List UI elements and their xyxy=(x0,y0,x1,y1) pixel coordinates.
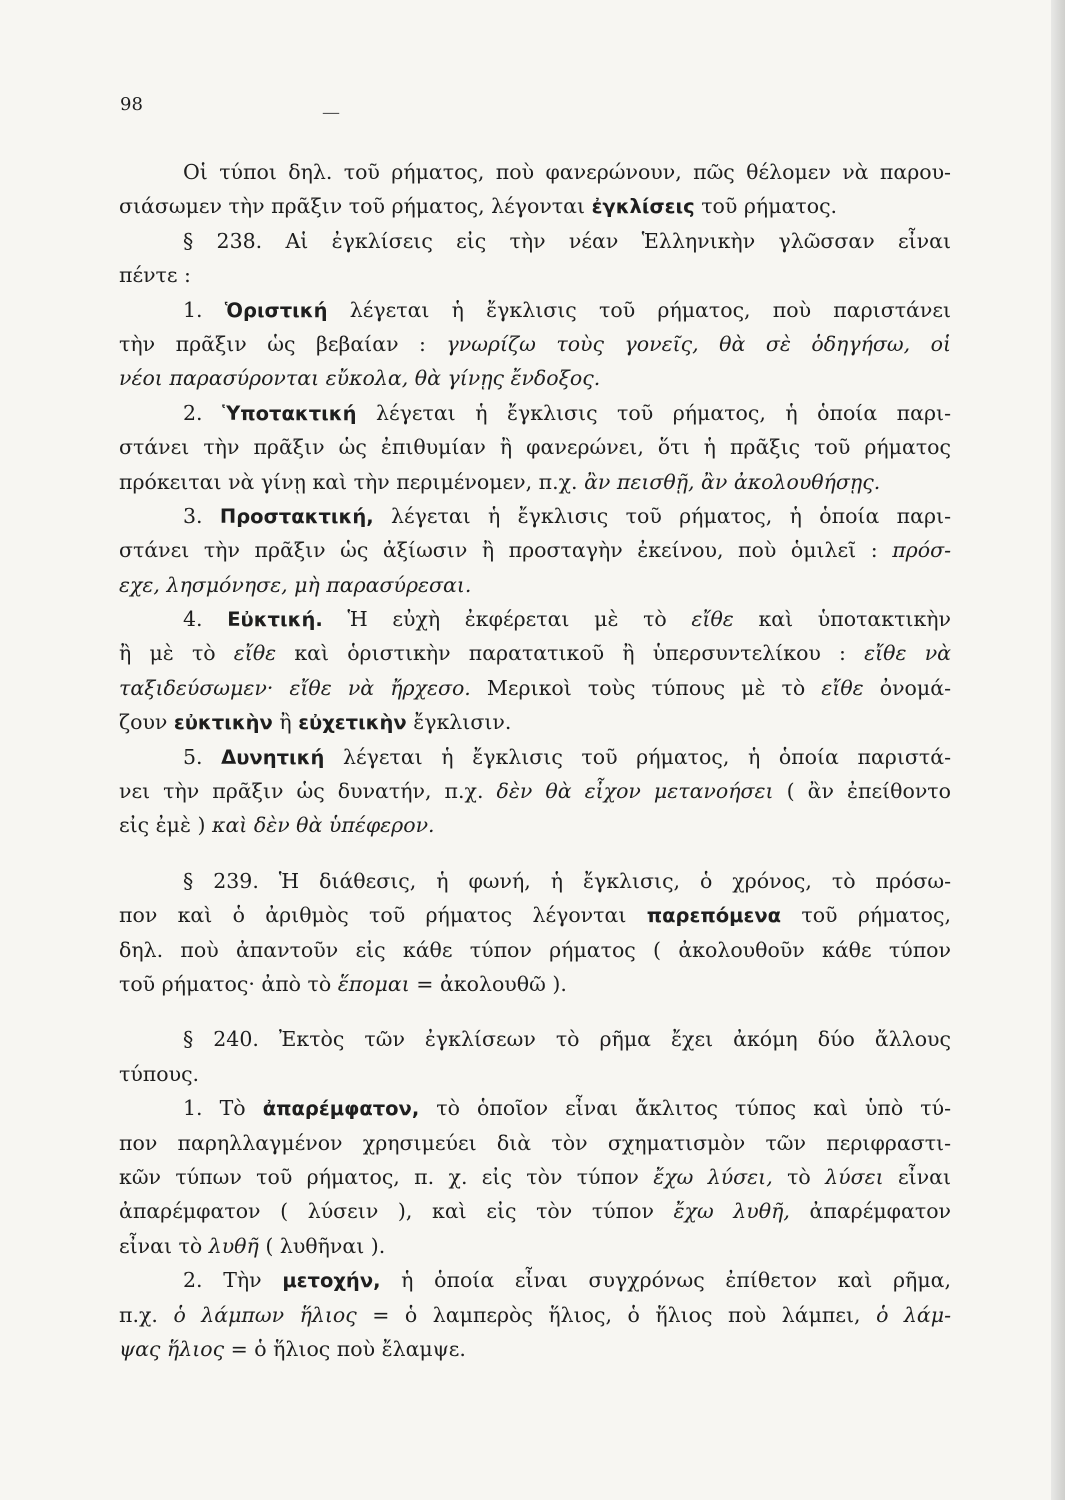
item-5-line-1: 5. Δυνητική λέγεται ἡ ἔγκλισις τοῦ ρήματος, ἡ ὁποία παριστά- xyxy=(183,744,951,769)
section-239-line-1: § 239. Ἡ διάθεσις, ἡ φωνή, ἡ ἔγκλισις, ὁ χρόνος, τὸ πρόσω- xyxy=(183,868,951,893)
sub-1-line-1: 1. Τὸ ἀπαρέμφατον, τὸ ὁποῖον εἶναι ἄκλιτος τύπος καὶ ὑπὸ τύ- xyxy=(183,1096,951,1121)
item-2-line-2: στάνει τὴν πρᾶξιν ὡς ἐπιθυμίαν ἢ φανερώνει, ὅτι ἡ πρᾶξις τοῦ ρήματος xyxy=(119,435,951,460)
section-238-line-2: πέντε : xyxy=(119,263,191,288)
page-number: 98 xyxy=(120,94,143,115)
item-1-line-1: 1. Ὁριστική λέγεται ἡ ἔγκλισις τοῦ ρήματος, ποὺ παριστάνει xyxy=(183,297,951,322)
item-1-line-3: νέοι παρασύρονται εὔκολα, θὰ γίνῃς ἔνδοξος. xyxy=(119,366,601,391)
section-240-line-1: § 240. Ἐκτὸς τῶν ἐγκλίσεων τὸ ρῆμα ἔχει ἀκόμη δύο ἄλλους xyxy=(183,1027,951,1052)
term-prostaktiki: Προστακτική, xyxy=(219,504,374,528)
header-dash: — xyxy=(322,102,340,123)
term-efchetikin: εὐχετικὴν xyxy=(298,711,407,735)
term-dynitiki: Δυνητική xyxy=(221,745,325,769)
term-efktiki: Εὐκτική. xyxy=(227,608,323,632)
intro-line-1: Οἱ τύποι δηλ. τοῦ ρήματος, ποὺ φανερώνουν, πῶς θέλομεν νὰ παρου- xyxy=(183,160,951,184)
term-metochin: μετοχήν, xyxy=(282,1269,381,1293)
item-4-line-1: 4. Εὐκτική. Ἡ εὐχὴ ἐκφέρεται μὲ τὸ εἴθε καὶ ὑποτακτικὴν xyxy=(183,607,951,632)
term-egkliseis: ἐγκλίσεις xyxy=(591,195,695,219)
item-4-line-4: ζουν εὐκτικὴν ἢ εὐχετικὴν ἔγκλισιν. xyxy=(119,710,512,735)
sub-2-line-2: π.χ. ὁ λάμπων ἥλιος = ὁ λαμπερὸς ἥλιος, ὁ ἥλιος ποὺ λάμπει, ὁ λάμ- xyxy=(119,1302,951,1327)
sub-1-line-3: κῶν τύπων τοῦ ρήματος, π. χ. εἰς τὸν τύπον ἔχω λύσει, τὸ λύσει εἶναι xyxy=(119,1164,951,1189)
sub-1-line-4: ἀπαρέμφατον ( λύσειν ), καὶ εἰς τὸν τύπον ἔχω λυθῆ, ἀπαρέμφατον xyxy=(119,1199,951,1224)
sub-1-line-2: πον παρηλλαγμένον χρησιμεύει διὰ τὸν σχηματισμὸν τῶν περιφραστι- xyxy=(119,1130,951,1155)
item-4-line-2: ἢ μὲ τὸ εἴθε καὶ ὁριστικὴν παρατατικοῦ ἢ ὑπερσυντελίκου : εἴθε νὰ xyxy=(119,641,951,666)
section-240-line-2: τύπους. xyxy=(119,1061,200,1086)
section-239-line-2: πον καὶ ὁ ἀριθμὸς τοῦ ρήματος λέγονται παρεπόμενα τοῦ ρήματος, xyxy=(119,903,951,928)
term-parepomena: παρεπόμενα xyxy=(646,904,782,928)
section-239-line-4: τοῦ ρήματος· ἀπὸ τὸ ἕπομαι = ἀκολουθῶ ). xyxy=(119,971,567,996)
item-3-line-1: 3. Προστακτική, λέγεται ἡ ἔγκλισις τοῦ ρήματος, ἡ ὁποία παρι- xyxy=(183,503,951,528)
sub-2-line-1: 2. Τὴν μετοχήν, ἡ ὁποία εἶναι συγχρόνως ἐπίθετον καὶ ρῆμα, xyxy=(183,1268,951,1293)
section-238-line-1: § 238. Αἱ ἐγκλίσεις εἰς τὴν νέαν Ἑλληνικὴν γλῶσσαν εἶναι xyxy=(183,228,951,253)
body-text xyxy=(119,155,951,1366)
term-ypotaktiki: Ὑποτακτική xyxy=(222,401,357,425)
item-2-line-1: 2. Ὑποτακτική λέγεται ἡ ἔγκλισις τοῦ ρήματος, ἡ ὁποία παρι- xyxy=(183,400,951,425)
item-3-line-2: στάνει τὴν πρᾶξιν ὡς ἀξίωσιν ἢ προσταγὴν ἐκείνου, ποὺ ὁμιλεῖ : πρόσ- xyxy=(119,538,951,563)
item-5-line-2: νει τὴν πρᾶξιν ὡς δυνατήν, π.χ. δὲν θὰ εἶχον μετανοήσει ( ἂν ἐπείθοντο xyxy=(119,779,951,804)
sub-2-line-3: ψας ἥλιος = ὁ ἥλιος ποὺ ἔλαμψε. xyxy=(119,1336,466,1361)
term-efktikin: εὐκτικὴν xyxy=(173,711,273,735)
item-3-line-3: εχε, λησμόνησε, μὴ παρασύρεσαι. xyxy=(119,572,472,597)
intro-line-2: σιάσωμεν τὴν πρᾶξιν τοῦ ρήματος, λέγονται ἐγκλίσεις τοῦ ρήματος. xyxy=(119,194,838,219)
item-1-line-2: τὴν πρᾶξιν ὡς βεβαίαν : γνωρίζω τοὺς γονεῖς, θὰ σὲ ὁδηγήσω, οἱ xyxy=(119,331,951,356)
term-oristiki: Ὁριστική xyxy=(224,298,328,322)
section-239-line-3: δηλ. ποὺ ἀπαντοῦν εἰς κάθε τύπον ρήματος ( ἀκολουθοῦν κάθε τύπον xyxy=(119,937,951,962)
item-4-line-3: ταξιδεύσωμεν· εἴθε νὰ ἤρχεσο. Μερικοὶ τοὺς τύπους μὲ τὸ εἴθε ὀνομά- xyxy=(119,675,951,700)
sub-1-line-5: εἶναι τὸ λυθῆ ( λυθῆναι ). xyxy=(119,1233,386,1258)
page-edge-shadow xyxy=(1051,0,1065,1500)
term-aparemfaton: ἀπαρέμφατον, xyxy=(262,1097,420,1121)
item-2-line-3: πρόκειται νὰ γίνῃ καὶ τὴν περιμένομεν, π.χ. ἂν πεισθῇ, ἂν ἀκολουθήσῃς. xyxy=(119,469,881,494)
item-5-line-3: εἰς ἐμὲ ) καὶ δὲν θὰ ὑπέφερον. xyxy=(119,813,435,838)
